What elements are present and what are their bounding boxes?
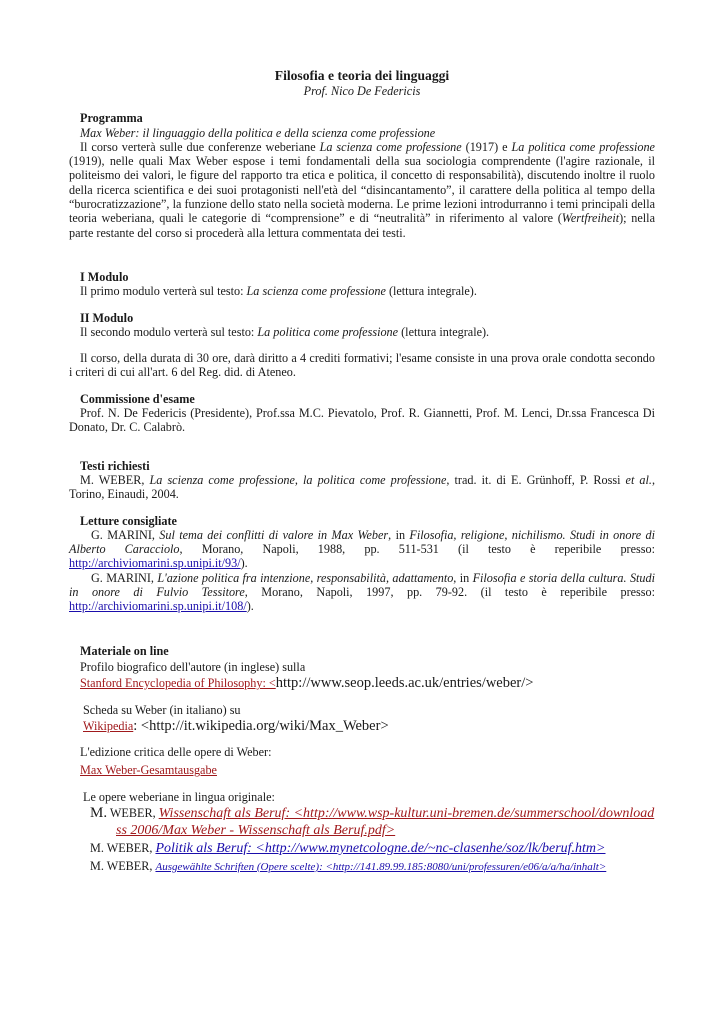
- stanford-line: Stanford Encyclopedia of Philosophy: <http://www.seop.leeds.ac.uk/entries/weber/>: [80, 675, 534, 692]
- lettura-2-link[interactable]: http://archiviomarini.sp.unipi.it/108/: [69, 599, 247, 614]
- corso-info: Il corso, della durata di 30 ore, darà diritto a 4 crediti formativi; l'esame consiste in una prova orale condotta secondo i criteri di cui all'art. 6 del Reg. did. di Ateneo.: [69, 351, 655, 380]
- profilo-text: Profilo biografico dell'autore (in inglese) sulla: [80, 659, 306, 674]
- testi-text: M. WEBER, La scienza come professione, la politica come professione, trad. it. di E. Grünhoff, P. Rossi et al., Torino, Einaudi, 2004.: [69, 472, 655, 502]
- programma-subheading: Max Weber: il linguaggio della politica e della scienza come professione: [80, 125, 436, 140]
- scheda-text: Scheda su Weber (in italiano) su: [83, 702, 241, 717]
- modulo-1-text: Il primo modulo verterà sul testo: La scienza come professione (lettura integrale).: [80, 284, 477, 299]
- works-list: [69, 805, 655, 874]
- politik-link[interactable]: Politik als Beruf: <http://www.mynetcologne.de/~nc-clasenhe/soz/lk/beruf.htm>: [155, 840, 606, 856]
- modulo-2-text: Il secondo modulo verterà sul testo: La politica come professione (lettura integrale).: [80, 324, 490, 339]
- gesamtausgabe-link[interactable]: Max Weber-Gesamtausgabe: [80, 763, 217, 778]
- lettura-item-2: G. MARINI, L'azione politica fra intenzione, responsabilità, adattamento, in Filosofia e storia della cultura. Studi in onore di Fulvio Tessitore, Morano, Napoli, 1997, pp. 79-92. (il testo è reperibile presso: http://archiviomarini.sp.unipi.it/108/).: [69, 570, 655, 614]
- lettura-item-1: G. MARINI, Sul tema dei conflitti di valore in Max Weber, in Filosofia, religione, nichilismo. Studi in onore di Alberto Caracciolo, Morano, Napoli, 1988, pp. 511-531 (il testo è reperibile presso: http://archiviomarini.sp.unipi.it/93/).: [69, 527, 655, 571]
- modulo-1-heading: I Modulo: [80, 269, 129, 284]
- letture-heading: Letture consigliate: [80, 513, 177, 528]
- programma-text: Il corso verterà sulle due conferenze weberiane La scienza come professione (1917) e La politica come professione (1919), nelle quali Max Weber espose i temi fondamentali della sua sociologia comprendente (l'agire razionale, il politeismo dei valori, le figure del rapporto tra etica e politica, il concetto di responsabilità), discutendo inoltre il ruolo della ricerca scientifica e dei suoi protagonisti nell'età del “disincantamento”, il carattere della politica al tempo della “burocratizzazione”, la funzione dello stato nella società moderna. Le prime lezioni introdurranno i temi principali della teoria weberiana, quali le categorie di “comprensione” e di “neutralità” in riferimento al valore (Wertfreiheit); nella parte restante del corso si procederà alla lettura commentata dei testi.: [69, 139, 655, 240]
- wikipedia-line: Wikipedia: <http://it.wikipedia.org/wiki/Max_Weber>: [83, 717, 389, 734]
- work-item-1: M. WEBER, Wissenschaft als Beruf: <http://www.wsp-kultur.uni-bremen.de/summerschool/download ss 2006/Max Weber - Wissenschaft als Beruf.pdf>: [90, 804, 655, 838]
- lettura-1-link[interactable]: http://archiviomarini.sp.unipi.it/93/: [69, 556, 241, 571]
- document-page: [69, 68, 655, 874]
- page-subtitle: Prof. Nico De Federicis: [303, 84, 421, 98]
- commissione-heading: Commissione d'esame: [80, 391, 195, 406]
- wissenschaft-link[interactable]: Wissenschaft als Beruf: <http://www.wsp-kultur.uni-bremen.de/summerschool/download ss 2006/Max Weber - Wissenschaft als Beruf.pdf>: [116, 805, 655, 838]
- modulo-2-heading: II Modulo: [80, 310, 134, 325]
- work-item-3: M. WEBER, Ausgewählte Schriften (Opere scelte): <http://141.89.99.185:8080/uni/professuren/e06/a/a/ha/inhalt>: [90, 858, 607, 873]
- testi-heading: Testi richiesti: [80, 458, 150, 473]
- stanford-link[interactable]: Stanford Encyclopedia of Philosophy: <: [80, 676, 276, 691]
- work-item-2: M. WEBER, Politik als Beruf: <http://www.mynetcologne.de/~nc-clasenhe/soz/lk/beruf.htm>: [90, 840, 606, 856]
- programma-heading: Programma: [80, 111, 143, 126]
- opere-text: Le opere weberiane in lingua originale:: [83, 789, 275, 804]
- schriften-link[interactable]: Ausgewählte Schriften (Opere scelte): <http://141.89.99.185:8080/uni/professuren/e06/a/a/ha/inhalt>: [155, 860, 607, 873]
- wikipedia-link[interactable]: Wikipedia: [83, 718, 134, 733]
- materiale-heading: Materiale on line: [80, 643, 169, 658]
- gesamt-line: [69, 763, 655, 777]
- commissione-text: Prof. N. De Federicis (Presidente), Prof.ssa M.C. Pievatolo, Prof. R. Giannetti, Prof. M. Lenci, Dr.ssa Francesca Di Donato, Dr. C. Calabrò.: [69, 406, 655, 435]
- page-title: Filosofia e teoria dei linguaggi: [274, 68, 450, 83]
- edizione-text: L'edizione critica delle opere di Weber:: [80, 745, 272, 760]
